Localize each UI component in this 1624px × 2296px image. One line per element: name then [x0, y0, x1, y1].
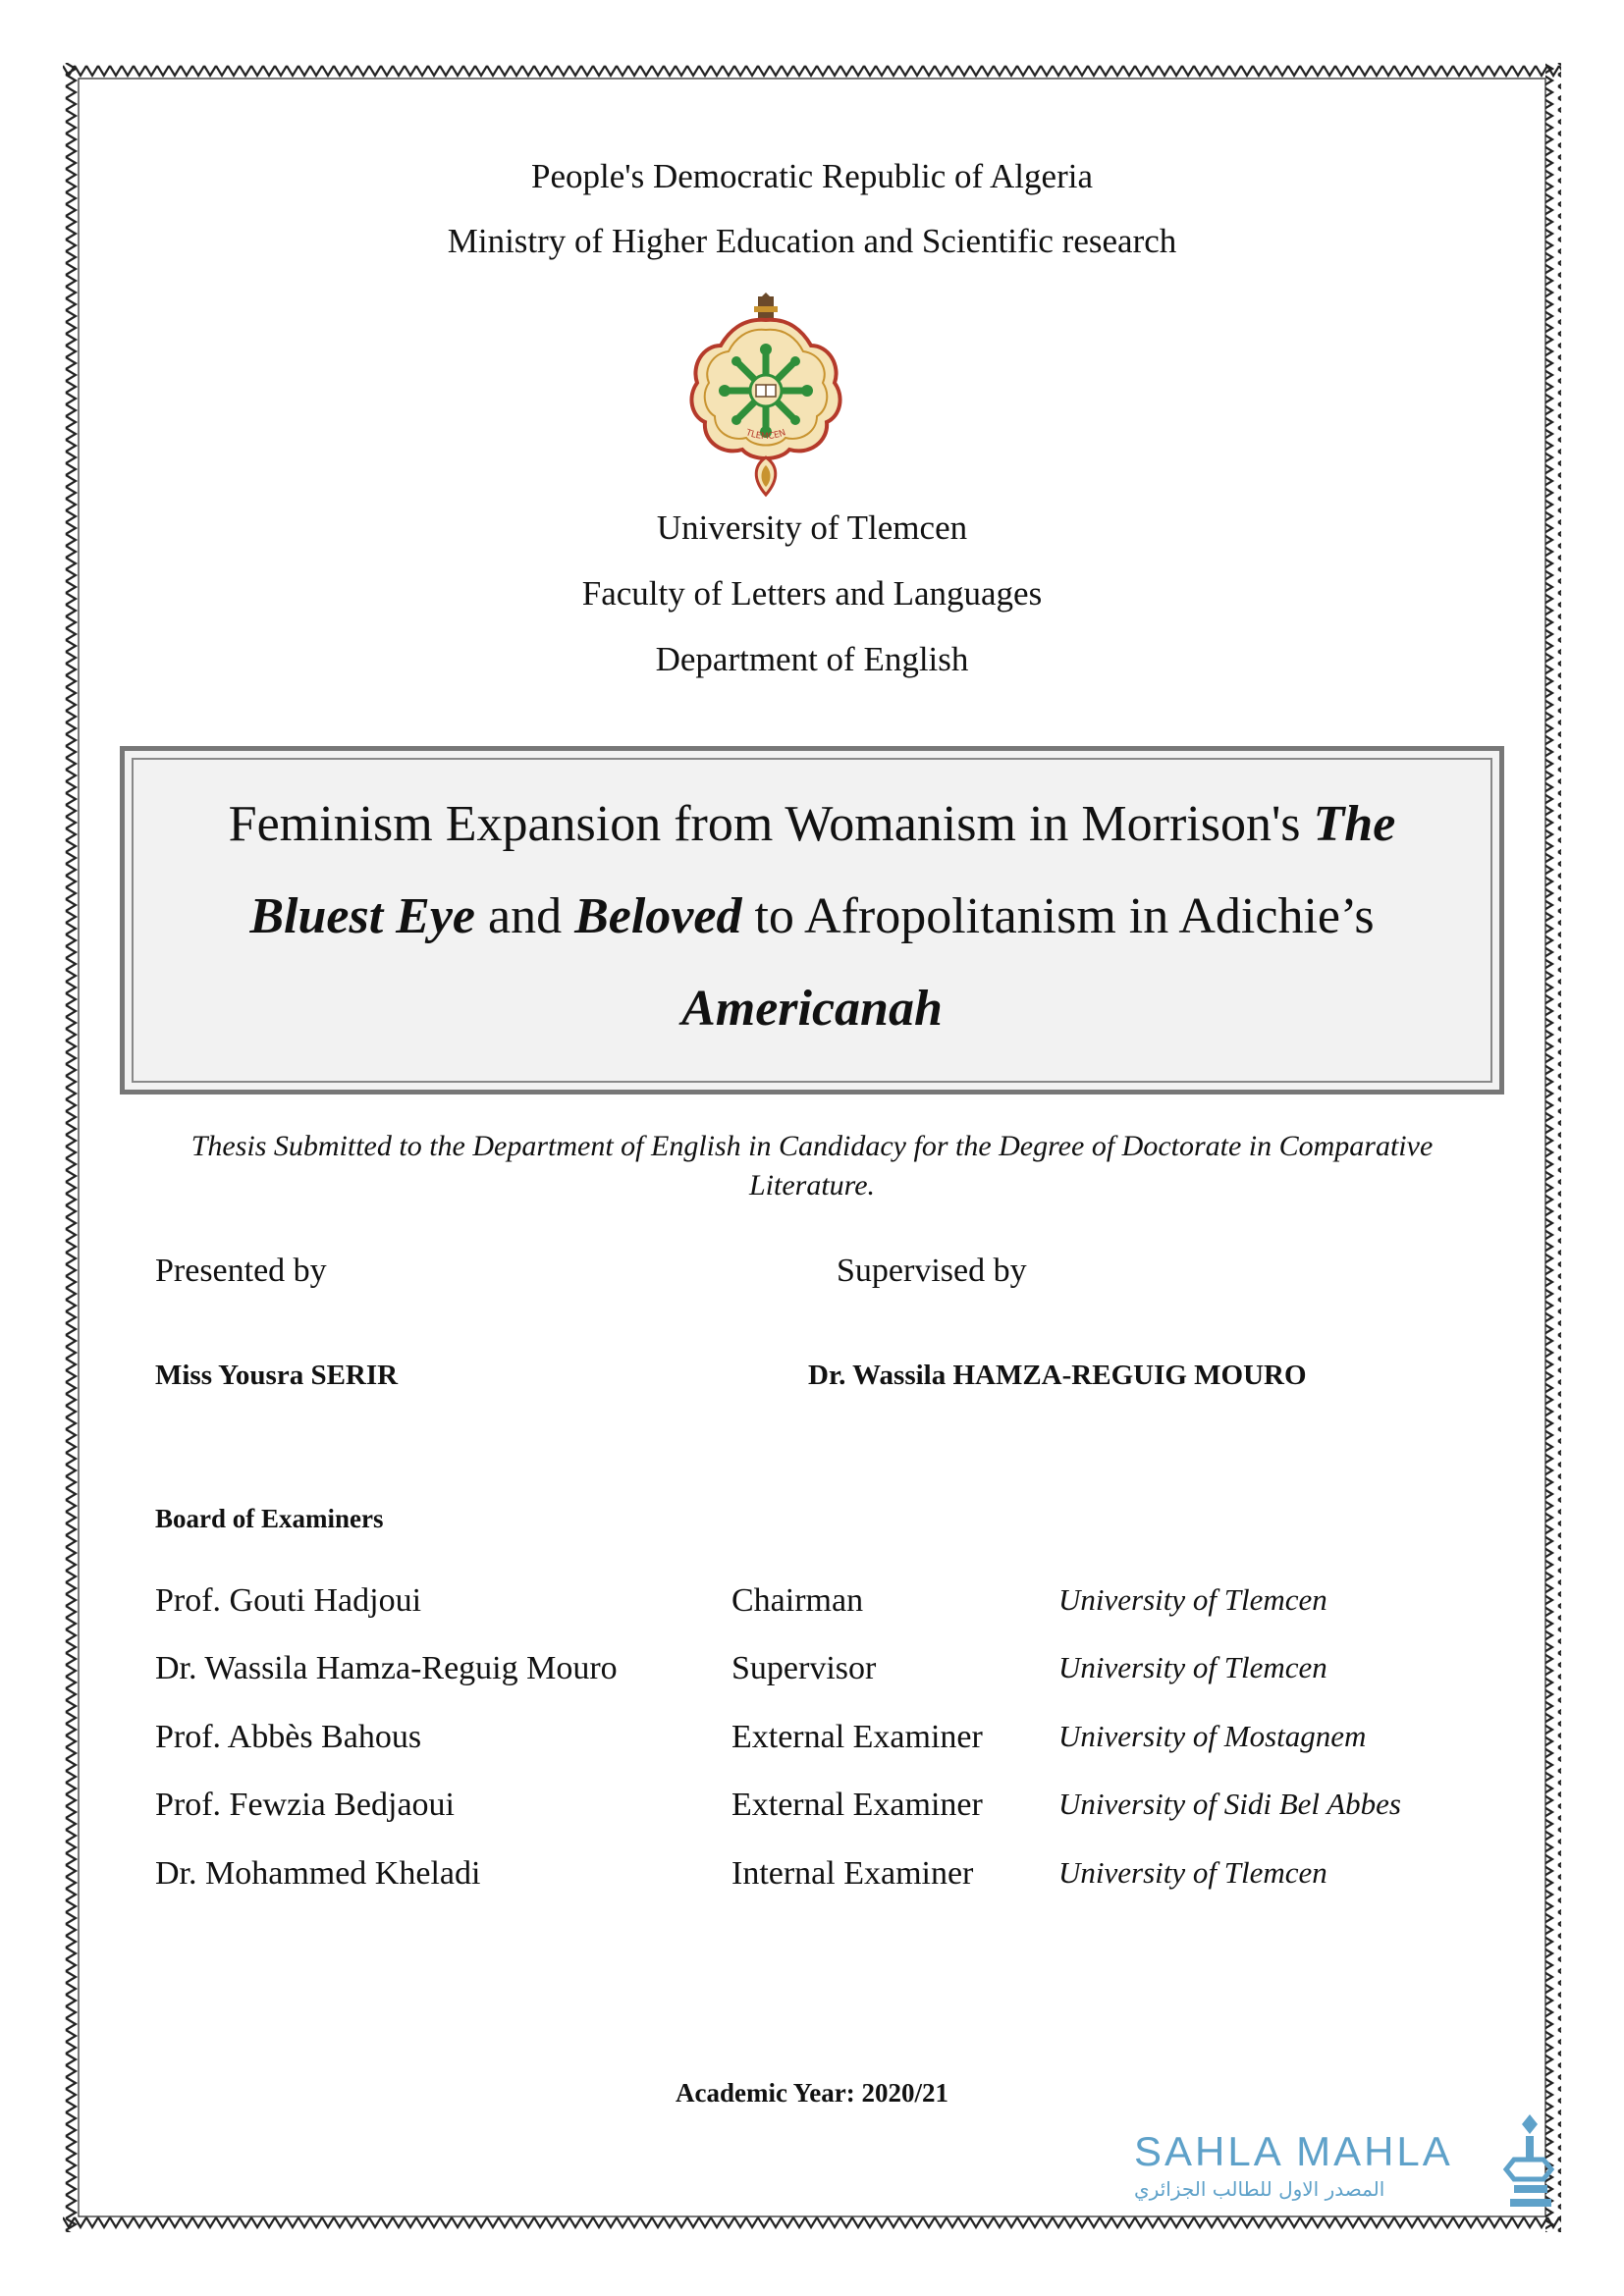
- examiner-name: Prof. Gouti Hadjoui: [155, 1582, 422, 1619]
- title-text-4: and: [475, 888, 575, 944]
- university-name: University of Tlemcen: [656, 508, 968, 547]
- examiner-name: Prof. Fewzia Bedjaoui: [155, 1787, 455, 1823]
- examiner-role: Supervisor: [731, 1650, 877, 1686]
- examiner-name: Dr. Wassila Hamza-Reguig Mouro: [155, 1650, 618, 1686]
- watermark-logo-icon: [1500, 2110, 1559, 2218]
- title-text-7: Americanah: [681, 981, 943, 1037]
- watermark-tagline: المصدر الاول للطالب الجزائري: [1134, 2177, 1385, 2201]
- supervisor-name: Dr. Wassila HAMZA-REGUIG MOURO: [808, 1360, 1307, 1391]
- thesis-statement: Thesis Submitted to the Department of English in Candidacy for the Degree of Doctorate in Comparative Literature.: [190, 1130, 1434, 1201]
- title-text-6: to Afropolitanism in Adichie’s: [741, 888, 1375, 944]
- title-text-1: Feminism Expansion from Womanism in Morrison's: [228, 796, 1314, 852]
- examiner-university: University of Tlemcen: [1058, 1582, 1327, 1617]
- examiner-university: University of Tlemcen: [1058, 1855, 1327, 1890]
- title-text-3: Bluest Eye: [249, 888, 475, 944]
- ministry-name: Ministry of Higher Education and Scientific research: [447, 222, 1177, 260]
- seal-text: TLEMCEN: [744, 428, 787, 443]
- title-text-5: Beloved: [574, 888, 742, 944]
- academic-year: Academic Year: 2020/21: [676, 2078, 948, 2108]
- watermark: [1134, 2128, 1507, 2201]
- watermark-brand: SAHLA MAHLA: [1134, 2128, 1453, 2174]
- examiner-name: Dr. Mohammed Kheladi: [155, 1855, 481, 1892]
- presented-by-label: Presented by: [155, 1253, 327, 1289]
- examiner-name: Prof. Abbès Bahous: [155, 1719, 422, 1755]
- university-seal-icon: [687, 293, 844, 501]
- examiner-role: External Examiner: [731, 1719, 983, 1755]
- board-heading: Board of Examiners: [155, 1504, 384, 1533]
- thesis-title: [144, 778, 1480, 1055]
- examiner-university: University of Sidi Bel Abbes: [1058, 1787, 1401, 1821]
- examiner-role: External Examiner: [731, 1787, 983, 1823]
- faculty-name: Faculty of Letters and Languages: [581, 574, 1043, 613]
- examiner-role: Chairman: [731, 1582, 864, 1619]
- examiner-university: University of Mostagnem: [1058, 1719, 1367, 1753]
- examiner-role: Internal Examiner: [731, 1855, 974, 1892]
- title-text-2: The: [1313, 796, 1396, 852]
- supervised-by-label: Supervised by: [837, 1253, 1027, 1289]
- examiner-university: University of Tlemcen: [1058, 1650, 1327, 1684]
- department-name: Department of English: [655, 640, 969, 678]
- author-name: Miss Yousra SERIR: [155, 1360, 399, 1391]
- country-name: People's Democratic Republic of Algeria: [531, 157, 1093, 195]
- title-box: [120, 746, 1504, 1095]
